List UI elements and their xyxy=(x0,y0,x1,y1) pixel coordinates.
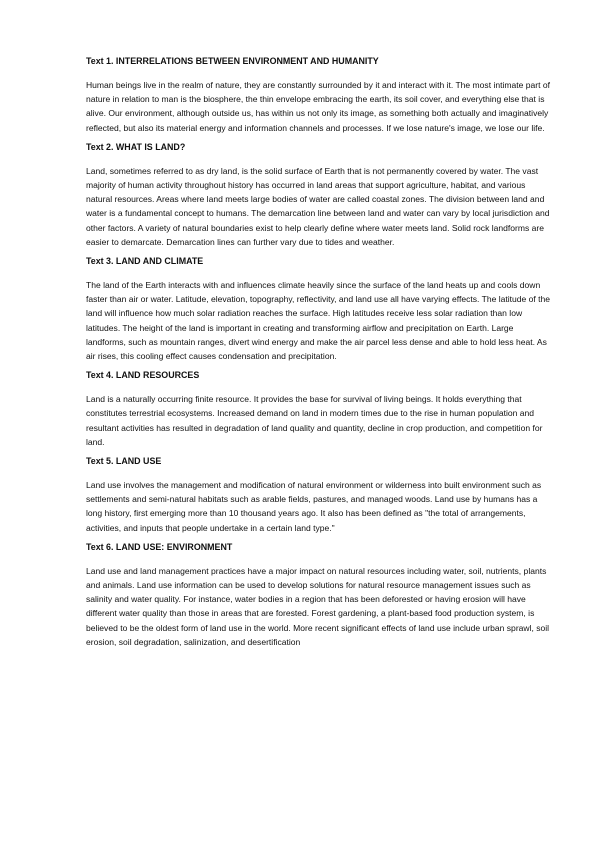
section-title: Text 5. LAND USE xyxy=(86,456,162,467)
section-5 xyxy=(86,456,552,535)
section-title: Text 2. WHAT IS LAND? xyxy=(86,141,186,152)
section-title: Text 6. LAND USE: ENVIRONMENT xyxy=(86,541,233,552)
section-6 xyxy=(86,542,552,649)
section-title: Text 1. INTERRELATIONS BETWEEN ENVIRONMENT AND HUMANITY xyxy=(86,56,379,66)
section-2 xyxy=(86,142,552,249)
section-3 xyxy=(86,256,552,363)
section-paragraph: Land use and land management practices have a major impact on natural resources including water, soil, nutrients, plants and animals. Land use information can be used to develop solutions for natural resource management issues such as salinity and water quality. For instance, water bodies in a region that has been deforested or having erosion will have different water quality than those in areas that are forested. Forest gardening, a plant-based food production system, is believed to be the oldest form of land use in the world. More recent significant effects of land use include urban sprawl, soil erosion, soil degradation, salinization, and desertification xyxy=(86,565,550,647)
section-paragraph: Human beings live in the realm of nature, they are constantly surrounded by it and interact with it. The most intimate part of nature in relation to man is the biosphere, the thin envelope embracing the earth, its soil cover, and everything else that is alive. Our environment, although outside us, has within us not only its image, as something both actually and imaginatively reflected, but also its material energy and information channels and processes. If we lose nature's image, we lose our life. xyxy=(86,80,550,133)
section-1 xyxy=(86,56,552,135)
section-paragraph: Land use involves the management and modification of natural environment or wilderness into built environment such as settlements and semi-natural habitats such as arable fields, pastures, and managed woods. Land use by humans has a long history, first emerging more than 10 thousand years ago. It also has been defined as "the total of arrangements, activities, and inputs that people undertake in a certain land type." xyxy=(86,480,542,533)
section-title: Text 4. LAND RESOURCES xyxy=(86,370,200,381)
section-paragraph: Land is a naturally occurring finite resource. It provides the base for survival of living beings. It holds everything that constitutes terrestrial ecosystems. Increased demand on land in modern times due to the rise in human population and resultant activities has resulted in degradation of land quality and quantity, decline in crop production, and competition for land. xyxy=(86,394,543,447)
section-4 xyxy=(86,370,552,449)
section-title: Text 3. LAND AND CLIMATE xyxy=(86,256,204,267)
section-paragraph: The land of the Earth interacts with and influences climate heavily since the surface of the land heats up and cools down faster than air or water. Latitude, elevation, topography, reflectivity, and land use all have varying effects. The latitude of the land will influence how much solar radiation reaches the surface. High latitudes receive less solar radiation than low latitudes. The height of the land is important in creating and transforming airflow and precipitation on Earth. Large landforms, such as mountain ranges, divert wind energy and make the air parcel less dense and able to hold less heat. As air rises, this cooling effect causes condensation and precipitation. xyxy=(86,280,551,362)
section-paragraph: Land, sometimes referred to as dry land, is the solid surface of Earth that is not permanently covered by water. The vast majority of human activity throughout history has occurred in land areas that support agriculture, habitat, and various natural resources. Areas where land meets large bodies of water are called coastal zones. The division between land and water is a fundamental concept to humans. The demarcation line between land and water can vary by local jurisdiction and other factors. A variety of natural boundaries exist to help clearly define where water meets land. Solid rock landforms are easier to demarcate. Demarcation lines can further vary due to tides and weather. xyxy=(86,165,550,247)
